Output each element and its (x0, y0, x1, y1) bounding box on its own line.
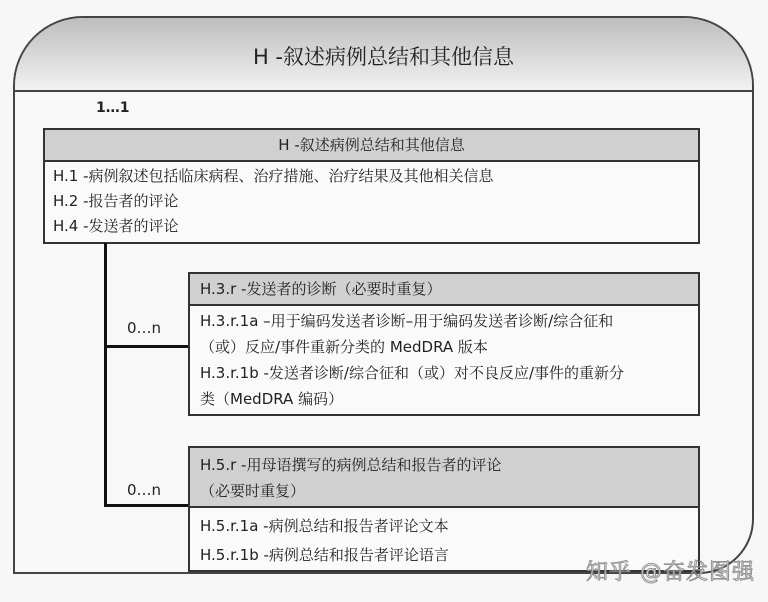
h3r-box-header: H.3.r -发送者的诊断（必要时重复） (190, 274, 698, 306)
diagram-title: H -叙述病例总结和其他信息 (15, 18, 752, 92)
h3r-box-body (190, 306, 698, 414)
h3r-box (188, 272, 700, 416)
h3-multiplicity: 0…n (127, 319, 162, 337)
connector-h5 (104, 504, 189, 507)
h5-multiplicity: 0…n (127, 481, 162, 499)
item-h1: H.1 -病例叙述包括临床病程、治疗措施、治疗结果及其他相关信息 (53, 167, 494, 185)
h5r-header-line1: H.5.r -用母语撰写的病例总结和报告者的评论 (200, 456, 502, 474)
main-box (43, 128, 700, 244)
main-multiplicity: 1…1 (96, 100, 130, 116)
watermark: 知乎 @奋发图强 (586, 560, 755, 585)
item-h3r1a-line1: H.3.r.1a –用于编码发送者诊断–用于编码发送者诊断/综合征和 (200, 312, 614, 330)
main-box-body (45, 162, 698, 241)
h5r-box (188, 446, 700, 572)
h5r-header-line2: （必要时重复） (200, 482, 306, 500)
main-box-header: H -叙述病例总结和其他信息 (45, 130, 698, 162)
item-h5r1a: H.5.r.1a -病例总结和报告者评论文本 (200, 517, 449, 535)
vertical-connector (104, 243, 107, 507)
h5r-box-header (190, 448, 698, 508)
item-h3r1b-line1: H.3.r.1b -发送者诊断/综合征和（或）对不良反应/事件的重新分 (200, 364, 625, 382)
item-h2: H.2 -报告者的评论 (53, 192, 179, 210)
item-h4: H.4 -发送者的评论 (53, 217, 179, 235)
item-h3r1a-line2: （或）反应/事件重新分类的 MedDRA 版本 (200, 338, 488, 356)
connector-h3 (104, 345, 189, 348)
item-h5r1b: H.5.r.1b -病例总结和报告者评论语言 (200, 546, 449, 564)
item-h3r1b-line2: 类（MedDRA 编码） (200, 390, 344, 408)
